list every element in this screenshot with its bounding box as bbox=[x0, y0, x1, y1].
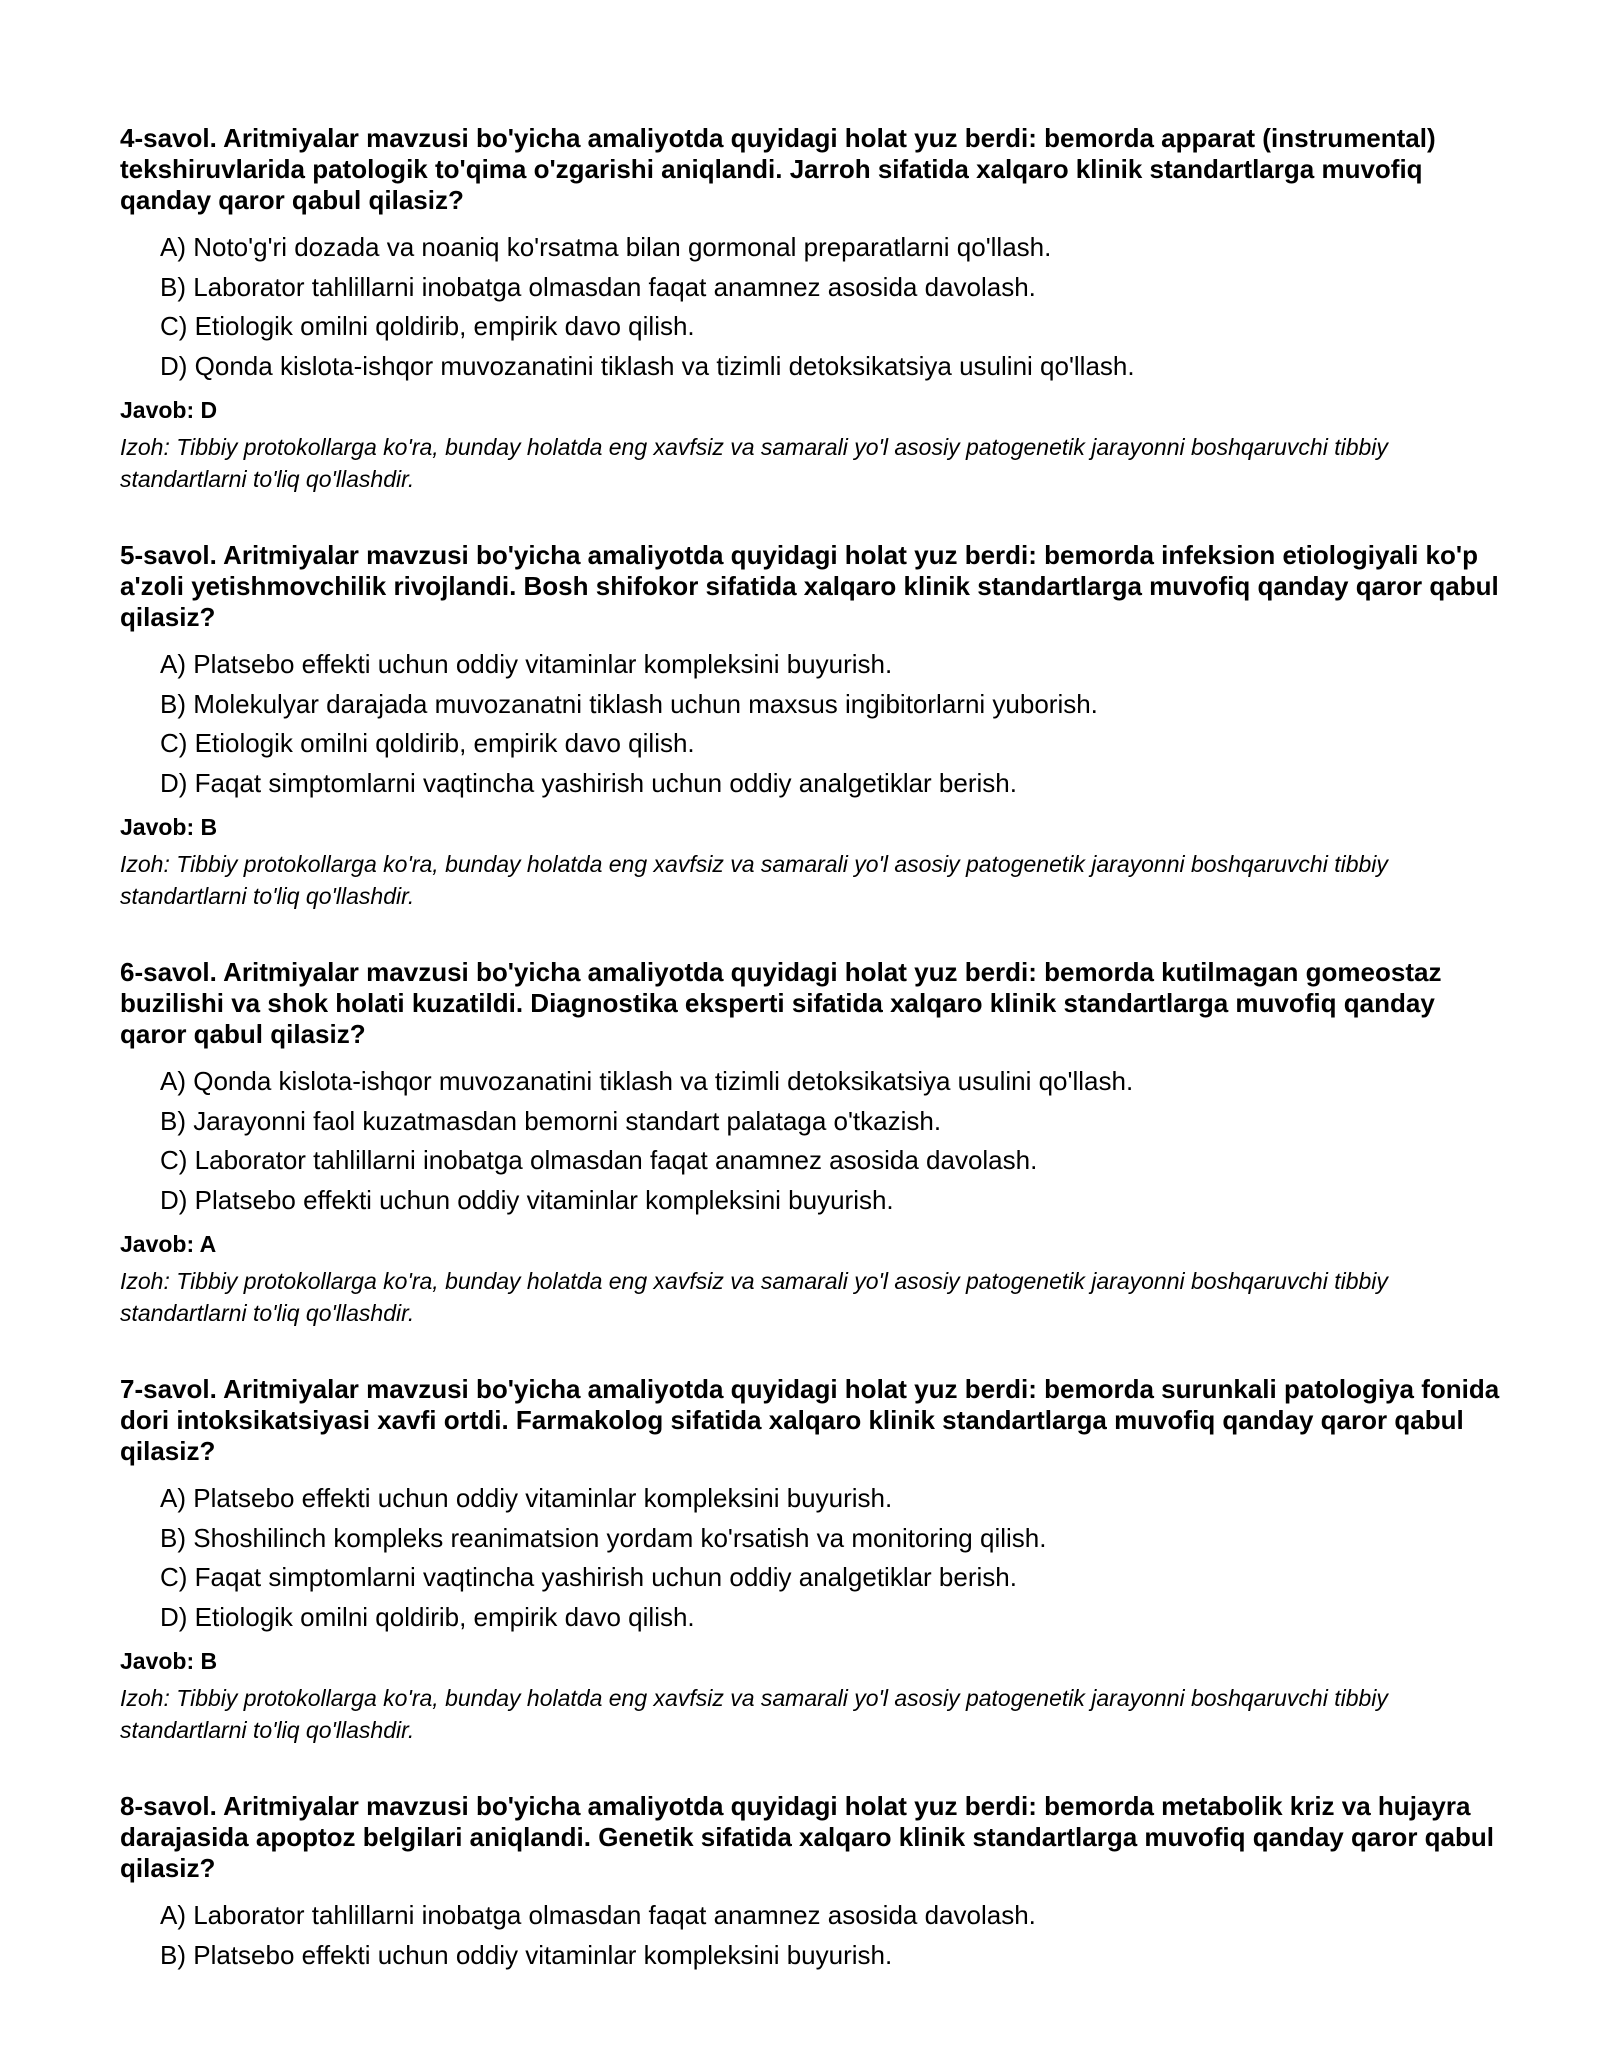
question-title: 7-savol. Aritmiyalar mavzusi bo'yicha amaliyotda quyidagi holat yuz berdi: bemorda surunkali patologiya fonida dori intoksikatsiyasi xavfi ortdi. Farmakolog sifatida xalqaro klinik standartlarga muvofiq qanday qaror qabul qilasiz? bbox=[120, 1374, 1500, 1466]
option-d: D) Qonda kislota-ishqor muvozanatini tiklash va tizimli detoksikatsiya usulini qo'llash. bbox=[160, 350, 1135, 381]
explanation-note: Izoh: Tibbiy protokollarga ko'ra, bunday holatda eng xavfsiz va samarali yo'l asosiy patogenetik jarayonni boshqaruvchi tibbiy standartlarni to'liq qo'llashdir. bbox=[120, 1685, 1388, 1743]
option-a: A) Laborator tahlillarni inobatga olmasdan faqat anamnez asosida davolash. bbox=[160, 1900, 1036, 1930]
option-d: D) Platsebo effekti uchun oddiy vitaminlar kompleksini buyurish. bbox=[160, 1184, 894, 1215]
answer-label: Javob: D bbox=[120, 397, 218, 423]
explanation-note: Izoh: Tibbiy protokollarga ko'ra, bunday holatda eng xavfsiz va samarali yo'l asosiy patogenetik jarayonni boshqaruvchi tibbiy standartlarni to'liq qo'llashdir. bbox=[120, 434, 1388, 492]
question-title: 4-savol. Aritmiyalar mavzusi bo'yicha amaliyotda quyidagi holat yuz berdi: bemorda apparat (instrumental) tekshiruvlarida patologik to'qima o'zgarishi aniqlandi. Jarroh sifatida xalqaro klinik standartlarga muvofiq qanday qaror qabul qilasiz? bbox=[120, 123, 1436, 215]
options-list bbox=[120, 1479, 1500, 1637]
document-page bbox=[120, 123, 1500, 2020]
question-title: 5-savol. Aritmiyalar mavzusi bo'yicha amaliyotda quyidagi holat yuz berdi: bemorda infeksion etiologiyali ko'p a'zoli yetishmovchilik rivojlandi. Bosh shifokor sifatida xalqaro klinik standartlarga muvofiq qanday qaror qabul qilasiz? bbox=[120, 540, 1499, 632]
question-block bbox=[120, 540, 1500, 912]
option-b: B) Jarayonni faol kuzatmasdan bemorni standart palataga o'tkazish. bbox=[160, 1105, 942, 1136]
answer-label: Javob: A bbox=[120, 1231, 217, 1257]
question-block bbox=[120, 123, 1500, 495]
explanation-note: Izoh: Tibbiy protokollarga ko'ra, bunday holatda eng xavfsiz va samarali yo'l asosiy patogenetik jarayonni boshqaruvchi tibbiy standartlarni to'liq qo'llashdir. bbox=[120, 1268, 1388, 1326]
question-title: 6-savol. Aritmiyalar mavzusi bo'yicha amaliyotda quyidagi holat yuz berdi: bemorda kutilmagan gomeostaz buzilishi va shok holati kuzatildi. Diagnostika eksperti sifatida xalqaro klinik standartlarga muvofiq qanday qaror qabul qilasiz? bbox=[120, 957, 1442, 1049]
option-d: D) Etiologik omilni qoldirib, empirik davo qilish. bbox=[160, 1601, 695, 1632]
question-block bbox=[120, 1791, 1500, 1975]
question-block bbox=[120, 1374, 1500, 1746]
options-list bbox=[120, 228, 1500, 386]
option-c: C) Faqat simptomlarni vaqtincha yashirish uchun oddiy analgetiklar berish. bbox=[160, 1562, 1017, 1592]
option-c: C) Etiologik omilni qoldirib, empirik davo qilish. bbox=[160, 311, 695, 341]
option-b: B) Laborator tahlillarni inobatga olmasdan faqat anamnez asosida davolash. bbox=[160, 271, 1036, 302]
options-list bbox=[120, 645, 1500, 803]
option-b: B) Platsebo effekti uchun oddiy vitaminlar kompleksini buyurish. bbox=[160, 1939, 893, 1970]
option-c: C) Laborator tahlillarni inobatga olmasdan faqat anamnez asosida davolash. bbox=[160, 1145, 1038, 1175]
answer-label: Javob: B bbox=[120, 814, 218, 840]
option-b: B) Molekulyar darajada muvozanatni tiklash uchun maxsus ingibitorlarni yuborish. bbox=[160, 688, 1098, 719]
question-block bbox=[120, 957, 1500, 1329]
question-title: 8-savol. Aritmiyalar mavzusi bo'yicha amaliyotda quyidagi holat yuz berdi: bemorda metabolik kriz va hujayra darajasida apoptoz belgilari aniqlandi. Genetik sifatida xalqaro klinik standartlarga muvofiq qanday qaror qabul qilasiz? bbox=[120, 1791, 1494, 1883]
option-d: D) Faqat simptomlarni vaqtincha yashirish uchun oddiy analgetiklar berish. bbox=[160, 767, 1017, 798]
option-a: A) Noto'g'ri dozada va noaniq ko'rsatma bilan gormonal preparatlarni qo'llash. bbox=[160, 232, 1052, 262]
option-a: A) Qonda kislota-ishqor muvozanatini tiklash va tizimli detoksikatsiya usulini qo'llash. bbox=[160, 1066, 1134, 1096]
explanation-note: Izoh: Tibbiy protokollarga ko'ra, bunday holatda eng xavfsiz va samarali yo'l asosiy patogenetik jarayonni boshqaruvchi tibbiy standartlarni to'liq qo'llashdir. bbox=[120, 851, 1388, 909]
option-c: C) Etiologik omilni qoldirib, empirik davo qilish. bbox=[160, 728, 695, 758]
option-a: A) Platsebo effekti uchun oddiy vitaminlar kompleksini buyurish. bbox=[160, 649, 893, 679]
options-list bbox=[120, 1896, 1500, 1975]
option-a: A) Platsebo effekti uchun oddiy vitaminlar kompleksini buyurish. bbox=[160, 1483, 893, 1513]
options-list bbox=[120, 1062, 1500, 1220]
option-b: B) Shoshilinch kompleks reanimatsion yordam ko'rsatish va monitoring qilish. bbox=[160, 1522, 1047, 1553]
answer-label: Javob: B bbox=[120, 1648, 218, 1674]
